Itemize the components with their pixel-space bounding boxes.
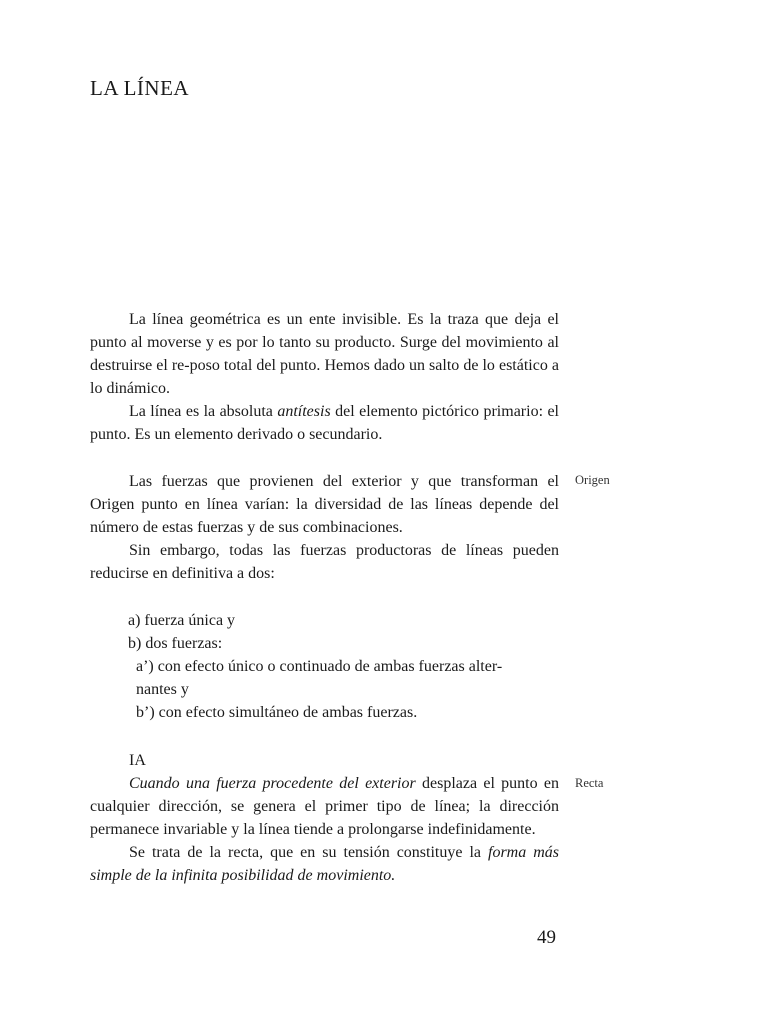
- paragraph-6: [90, 841, 559, 887]
- paragraph-2-emphasis: antítesis: [277, 403, 331, 420]
- paragraph-4: Sin embargo, todas las fuerzas productoras de líneas pueden reducirse en definitiva a dos:: [90, 542, 559, 582]
- forces-list: [90, 609, 559, 724]
- list-item-b: b) dos fuerzas:: [128, 635, 223, 652]
- forces-section: [90, 470, 559, 585]
- paragraph-5: [90, 772, 559, 841]
- list-item-a-prime-line-1: a’) con efecto único o continuado de ambas fuerzas alter-: [136, 658, 503, 675]
- list-item-a-prime-line-2: nantes y: [136, 681, 189, 698]
- paragraph-2: [90, 400, 559, 446]
- paragraph-6-emphasis: forma más simple de la infinita posibilidad de movimiento.: [90, 844, 559, 884]
- paragraph-1: La línea geométrica es un ente invisible. Es la traza que deja el punto al moverse y es por lo tanto su producto. Surge del movimiento al destruirse el re-poso total del punto. Hemos dado un salto de lo estático a lo dinámico.: [90, 311, 559, 397]
- section-heading: IA: [129, 752, 146, 769]
- chapter-title: LA LÍNEA: [90, 76, 190, 100]
- list-item-a-prime: [90, 655, 559, 701]
- paragraph-6-text: Se trata de la recta, que en su tensión constituye la: [129, 844, 488, 861]
- page-number: 49: [537, 927, 556, 948]
- list-item-b-prime: b’) con efecto simultáneo de ambas fuerzas.: [136, 704, 418, 721]
- paragraph-2-text-b: del elemento pictórico primario: el punto. Es un elemento derivado o secundario.: [90, 403, 560, 443]
- margin-note-recta: Recta: [575, 776, 604, 790]
- paragraph-3: Las fuerzas que provienen del exterior y que transforman el Origen punto en línea varían: la diversidad de las líneas depende del número de estas fuerzas y de sus combinaciones.: [90, 473, 559, 536]
- margin-note-origen: Origen: [575, 473, 610, 487]
- section-ia: [90, 749, 559, 887]
- paragraph-5-emphasis: Cuando una fuerza procedente del exterior: [129, 775, 416, 792]
- list-item-a: a) fuerza única y: [128, 612, 236, 629]
- paragraph-5-text: desplaza el punto en cualquier dirección, se genera el primer tipo de línea; la dirección permanece invariable y la línea tiende a prolongarse indefinidamente.: [90, 775, 560, 838]
- intro-section: [90, 308, 559, 446]
- paragraph-2-text-a: La línea es la absoluta: [129, 403, 278, 420]
